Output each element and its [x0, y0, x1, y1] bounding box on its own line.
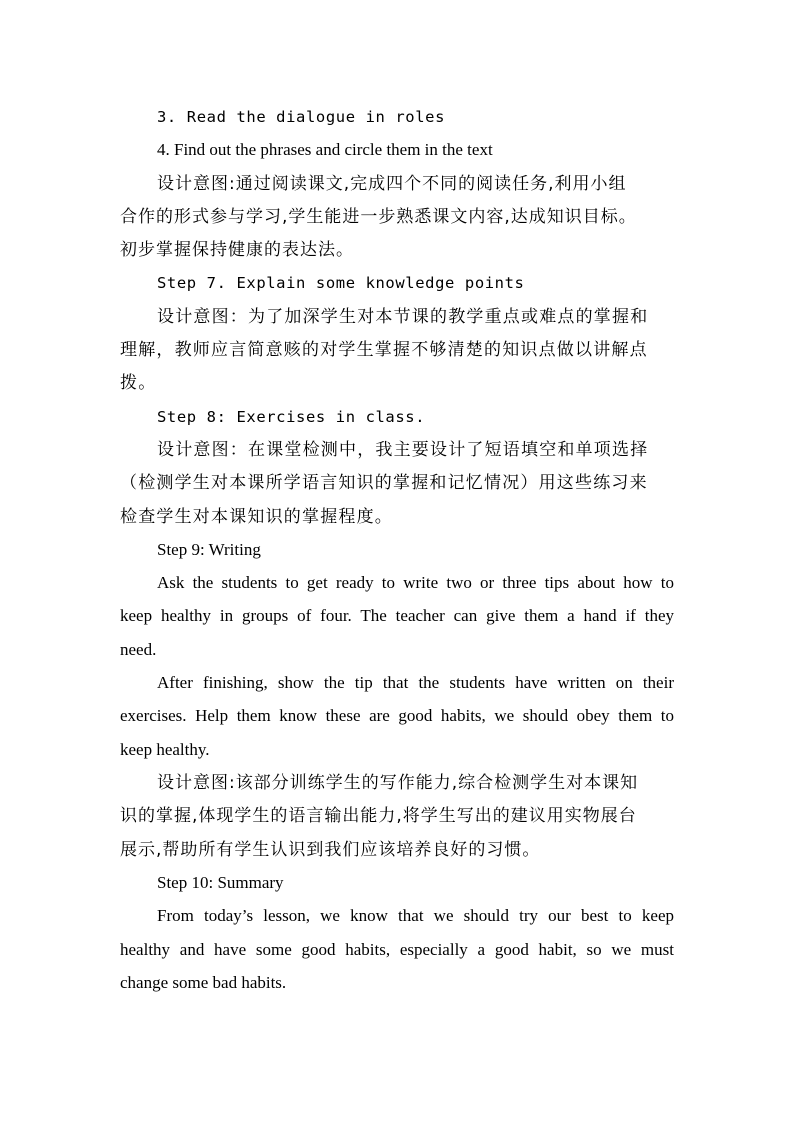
paragraph-line: From today’s lesson, we know that we should try our best to keep — [157, 906, 674, 925]
design-intent-line: 设计意图：为了加深学生对本节课的教学重点或难点的掌握和 — [157, 307, 649, 327]
paragraph-line: exercises. Help them know these are good habits, we should obey them to — [120, 706, 674, 725]
paragraph-line: need. — [120, 640, 157, 659]
paragraph-line: keep healthy. — [120, 740, 210, 759]
design-intent-line: 展示,帮助所有学生认识到我们应该培养良好的习惯。 — [120, 840, 541, 860]
design-intent-line: 理解，教师应言简意赅的对学生掌握不够清楚的知识点做以讲解点 — [120, 340, 648, 360]
list-item-find-phrases: 4. Find out the phrases and circle them in the text — [157, 140, 493, 159]
design-intent-line: 检查学生对本课知识的掌握程度。 — [120, 507, 393, 527]
design-intent-line: 设计意图:通过阅读课文,完成四个不同的阅读任务,利用小组 — [157, 174, 627, 194]
paragraph-line: Ask the students to get ready to write two or three tips about how to — [157, 573, 674, 592]
paragraph-line: keep healthy in groups of four. The teacher can give them a hand if they — [120, 606, 674, 625]
design-intent-line: 设计意图:该部分训练学生的写作能力,综合检测学生对本课知 — [157, 773, 639, 793]
design-intent-line: 合作的形式参与学习,学生能进一步熟悉课文内容,达成知识目标。 — [120, 207, 637, 227]
design-intent-line: 设计意图：在课堂检测中，我主要设计了短语填空和单项选择 — [157, 440, 649, 460]
list-item-read-dialogue: 3. Read the dialogue in roles — [157, 108, 446, 126]
paragraph-line: healthy and have some good habits, especially a good habit, so we must — [120, 940, 674, 959]
design-intent-line: 识的掌握,体现学生的语言输出能力,将学生写出的建议用实物展台 — [120, 806, 637, 826]
design-intent-line: （检测学生对本课所学语言知识的掌握和记忆情况）用这些练习来 — [120, 473, 648, 493]
step-heading: Step 10: Summary — [157, 873, 284, 892]
design-intent-line: 拨。 — [120, 373, 157, 393]
paragraph-line: After finishing, show the tip that the students have written on their — [157, 673, 674, 692]
step-heading: Step 7. Explain some knowledge points — [157, 274, 525, 292]
design-intent-line: 初步掌握保持健康的表达法。 — [120, 240, 354, 260]
paragraph-line: change some bad habits. — [120, 973, 287, 992]
step-heading: Step 8: Exercises in class. — [157, 408, 426, 426]
step-heading: Step 9: Writing — [157, 540, 261, 559]
